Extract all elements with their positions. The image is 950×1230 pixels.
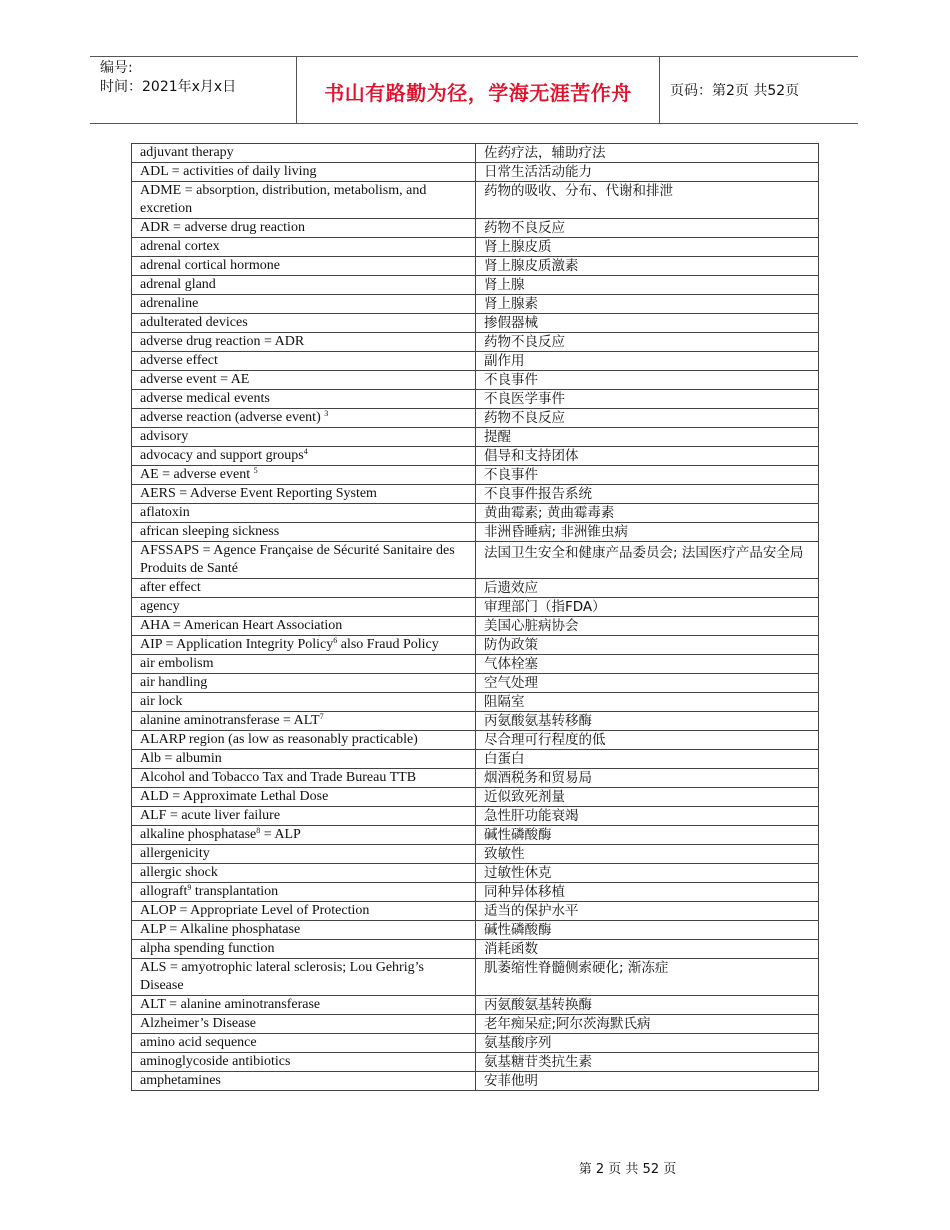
time-label: 时间：2021年x月x日: [100, 79, 237, 95]
term-text: adjuvant therapy: [140, 145, 234, 160]
term-english: [132, 940, 476, 959]
term-english: [132, 1072, 476, 1091]
term-text: AERS = Adverse Event Reporting System: [140, 486, 377, 501]
term-chinese: 肾上腺素: [476, 295, 819, 314]
table-row: [132, 674, 819, 693]
term-english: [132, 295, 476, 314]
term-english: [132, 693, 476, 712]
term-english: [132, 333, 476, 352]
term-chinese: 丙氨酸氨基转移酶: [476, 712, 819, 731]
term-text: african sleeping sickness: [140, 524, 280, 539]
table-row: [132, 807, 819, 826]
term-english: [132, 257, 476, 276]
term-chinese: 提醒: [476, 428, 819, 447]
term-english: [132, 864, 476, 883]
term-english: [132, 163, 476, 182]
table-row: [132, 788, 819, 807]
term-english: [132, 238, 476, 257]
term-text: ADL = activities of daily living: [140, 164, 317, 179]
term-english: [132, 485, 476, 504]
term-text-tail: also Fraud Policy: [337, 637, 439, 652]
term-text: agency: [140, 599, 180, 614]
term-chinese: 后遗效应: [476, 579, 819, 598]
term-chinese: 不良事件: [476, 371, 819, 390]
term-text-tail: transplantation: [191, 884, 279, 899]
table-row: [132, 598, 819, 617]
footnote-ref: 4: [303, 447, 308, 456]
table-row: [132, 655, 819, 674]
term-text: adrenal cortex: [140, 239, 220, 254]
table-row: [132, 163, 819, 182]
term-english: [132, 466, 476, 485]
table-row: [132, 1034, 819, 1053]
term-text: Alb = albumin: [140, 751, 222, 766]
footer-page-number: 第 2 页 共 52 页: [578, 1162, 677, 1177]
term-text: air lock: [140, 694, 183, 709]
glossary-table: [131, 143, 819, 1091]
header-motto-cell: [297, 57, 660, 123]
term-text: adverse reaction (adverse event): [140, 410, 325, 425]
table-row: [132, 1015, 819, 1034]
term-text-tail: = ALP: [260, 827, 301, 842]
term-chinese: 不良医学事件: [476, 390, 819, 409]
term-chinese: 阻隔室: [476, 693, 819, 712]
term-chinese: 药物不良反应: [476, 219, 819, 238]
term-chinese: 尽合理可行程度的低: [476, 731, 819, 750]
motto: 书山有路勤为径，学海无涯苦作舟: [324, 80, 632, 105]
table-row: [132, 295, 819, 314]
table-row: [132, 996, 819, 1015]
table-row: [132, 182, 819, 219]
term-english: [132, 504, 476, 523]
footnote-ref: 7: [319, 712, 324, 721]
term-chinese: 美国心脏病协会: [476, 617, 819, 636]
term-english: [132, 182, 476, 219]
term-text: AE = adverse event: [140, 467, 254, 482]
table-row: [132, 276, 819, 295]
table-row: [132, 959, 819, 996]
table-row: [132, 940, 819, 959]
term-english: [132, 617, 476, 636]
table-row: [132, 504, 819, 523]
term-chinese: 非洲昏睡病; 非洲锥虫病: [476, 523, 819, 542]
term-chinese: 药物不良反应: [476, 333, 819, 352]
term-chinese: 消耗函数: [476, 940, 819, 959]
term-chinese: 碱性磷酸酶: [476, 921, 819, 940]
term-text: ADME = absorption, distribution, metabolism, and excretion: [140, 183, 427, 216]
term-chinese: 掺假器械: [476, 314, 819, 333]
term-english: [132, 845, 476, 864]
footnote-ref: 6: [333, 636, 338, 645]
table-row: [132, 902, 819, 921]
table-row: [132, 769, 819, 788]
term-english: [132, 1053, 476, 1072]
number-label: 编号:: [100, 60, 133, 76]
term-text: AFSSAPS = Agence Française de Sécurité Sanitaire des Produits de Santé: [140, 543, 455, 576]
table-row: [132, 579, 819, 598]
term-english: [132, 371, 476, 390]
term-chinese: 氨基糖苷类抗生素: [476, 1053, 819, 1072]
term-chinese: 肾上腺: [476, 276, 819, 295]
term-chinese: 药物的吸收、分布、代谢和排泄: [476, 182, 819, 219]
table-row: [132, 921, 819, 940]
table-row: [132, 144, 819, 163]
term-text: Alzheimer’s Disease: [140, 1016, 256, 1031]
table-row: [132, 617, 819, 636]
term-text: advisory: [140, 429, 189, 444]
term-text: allergenicity: [140, 846, 210, 861]
term-chinese: 空气处理: [476, 674, 819, 693]
term-chinese: 老年痴呆症;阿尔茨海默氏病: [476, 1015, 819, 1034]
table-row: [132, 314, 819, 333]
term-text: ALS = amyotrophic lateral sclerosis; Lou Gehrig’s Disease: [140, 960, 424, 993]
term-chinese: 不良事件报告系统: [476, 485, 819, 504]
term-english: [132, 390, 476, 409]
term-english: [132, 902, 476, 921]
term-english: [132, 314, 476, 333]
table-row: [132, 485, 819, 504]
term-text: adrenaline: [140, 296, 199, 311]
term-english: [132, 731, 476, 750]
table-row: [132, 845, 819, 864]
table-row: [132, 333, 819, 352]
table-row: [132, 636, 819, 655]
term-english: [132, 523, 476, 542]
term-chinese: 烟酒税务和贸易局: [476, 769, 819, 788]
term-english: [132, 447, 476, 466]
term-chinese: 肾上腺皮质: [476, 238, 819, 257]
term-text: ALOP = Appropriate Level of Protection: [140, 903, 370, 918]
term-chinese: 日常生活活动能力: [476, 163, 819, 182]
table-row: [132, 1053, 819, 1072]
term-text: air embolism: [140, 656, 214, 671]
table-row: [132, 257, 819, 276]
term-text: after effect: [140, 580, 201, 595]
term-chinese: 过敏性休克: [476, 864, 819, 883]
term-text: ALARP region (as low as reasonably practicable): [140, 732, 418, 747]
term-chinese: 致敏性: [476, 845, 819, 864]
term-english: [132, 921, 476, 940]
term-chinese: 黄曲霉素; 黄曲霉毒素: [476, 504, 819, 523]
term-text: adulterated devices: [140, 315, 248, 330]
term-chinese: 佐药疗法，辅助疗法: [476, 144, 819, 163]
term-text: adverse drug reaction = ADR: [140, 334, 305, 349]
table-row: [132, 371, 819, 390]
term-english: [132, 788, 476, 807]
term-text: allograft: [140, 884, 188, 899]
term-english: [132, 542, 476, 579]
term-english: [132, 674, 476, 693]
term-chinese: 近似致死剂量: [476, 788, 819, 807]
table-row: [132, 750, 819, 769]
term-english: [132, 1034, 476, 1053]
term-chinese: 氨基酸序列: [476, 1034, 819, 1053]
glossary-body: [132, 144, 819, 1091]
table-row: [132, 523, 819, 542]
header-page-info-cell: [660, 57, 858, 123]
term-english: [132, 655, 476, 674]
term-chinese: 急性肝功能衰竭: [476, 807, 819, 826]
term-text: ALP = Alkaline phosphatase: [140, 922, 301, 937]
term-text: Alcohol and Tobacco Tax and Trade Bureau TTB: [140, 770, 417, 785]
table-row: [132, 864, 819, 883]
page-footer: [0, 1158, 950, 1177]
term-chinese: 肾上腺皮质激素: [476, 257, 819, 276]
term-text: ALD = Approximate Lethal Dose: [140, 789, 329, 804]
term-chinese: 同种异体移植: [476, 883, 819, 902]
term-chinese: 防伪政策: [476, 636, 819, 655]
table-row: [132, 352, 819, 371]
term-text: adverse event = AE: [140, 372, 250, 387]
term-text: adrenal gland: [140, 277, 216, 292]
term-text: amino acid sequence: [140, 1035, 257, 1050]
table-row: [132, 428, 819, 447]
term-chinese: 倡导和支持团体: [476, 447, 819, 466]
table-row: [132, 390, 819, 409]
term-english: [132, 352, 476, 371]
term-chinese: 审理部门（指FDA）: [476, 598, 819, 617]
term-english: [132, 807, 476, 826]
term-chinese: 白蛋白: [476, 750, 819, 769]
footnote-ref: 8: [256, 826, 261, 835]
term-text: AIP = Application Integrity Policy: [140, 637, 334, 652]
table-row: [132, 238, 819, 257]
term-text: adrenal cortical hormone: [140, 258, 280, 273]
term-text: air handling: [140, 675, 208, 690]
table-row: [132, 219, 819, 238]
table-row: [132, 712, 819, 731]
term-text: alpha spending function: [140, 941, 275, 956]
term-text: aminoglycoside antibiotics: [140, 1054, 291, 1069]
term-chinese: 肌萎缩性脊髓侧索硬化; 渐冻症: [476, 959, 819, 996]
table-row: [132, 1072, 819, 1091]
table-row: [132, 693, 819, 712]
term-english: [132, 769, 476, 788]
term-english: [132, 219, 476, 238]
term-chinese: 法国卫生安全和健康产品委员会; 法国医疗产品安全局: [476, 542, 819, 579]
term-text: aflatoxin: [140, 505, 190, 520]
footnote-ref: 9: [187, 883, 192, 892]
page-header: [90, 56, 858, 124]
term-text: ALT = alanine aminotransferase: [140, 997, 321, 1012]
term-english: [132, 826, 476, 845]
term-text: AHA = American Heart Association: [140, 618, 343, 633]
term-english: [132, 636, 476, 655]
term-english: [132, 712, 476, 731]
term-english: [132, 579, 476, 598]
table-row: [132, 447, 819, 466]
term-english: [132, 959, 476, 996]
table-row: [132, 883, 819, 902]
term-english: [132, 276, 476, 295]
footnote-ref: 5: [253, 466, 258, 475]
term-chinese: 碱性磷酸酶: [476, 826, 819, 845]
term-text: advocacy and support groups: [140, 448, 304, 463]
term-english: [132, 428, 476, 447]
term-text: alkaline phosphatase: [140, 827, 257, 842]
term-english: [132, 598, 476, 617]
footnote-ref: 3: [324, 409, 329, 418]
term-chinese: 适当的保护水平: [476, 902, 819, 921]
term-text: ADR = adverse drug reaction: [140, 220, 305, 235]
term-text: alanine aminotransferase = ALT: [140, 713, 320, 728]
term-english: [132, 996, 476, 1015]
term-text: adverse medical events: [140, 391, 270, 406]
term-text: amphetamines: [140, 1073, 221, 1088]
term-text: ALF = acute liver failure: [140, 808, 281, 823]
table-row: [132, 826, 819, 845]
term-chinese: 副作用: [476, 352, 819, 371]
table-row: [132, 466, 819, 485]
term-english: [132, 409, 476, 428]
term-english: [132, 144, 476, 163]
term-chinese: 不良事件: [476, 466, 819, 485]
page-info: 页码：第2页 共52页: [670, 83, 800, 99]
term-text: allergic shock: [140, 865, 218, 880]
table-row: [132, 542, 819, 579]
header-meta: [90, 57, 297, 123]
table-row: [132, 409, 819, 428]
term-text: adverse effect: [140, 353, 218, 368]
term-english: [132, 750, 476, 769]
term-english: [132, 1015, 476, 1034]
term-chinese: 丙氨酸氨基转换酶: [476, 996, 819, 1015]
term-chinese: 气体栓塞: [476, 655, 819, 674]
table-row: [132, 731, 819, 750]
term-chinese: 药物不良反应: [476, 409, 819, 428]
term-chinese: 安菲他明: [476, 1072, 819, 1091]
term-english: [132, 883, 476, 902]
